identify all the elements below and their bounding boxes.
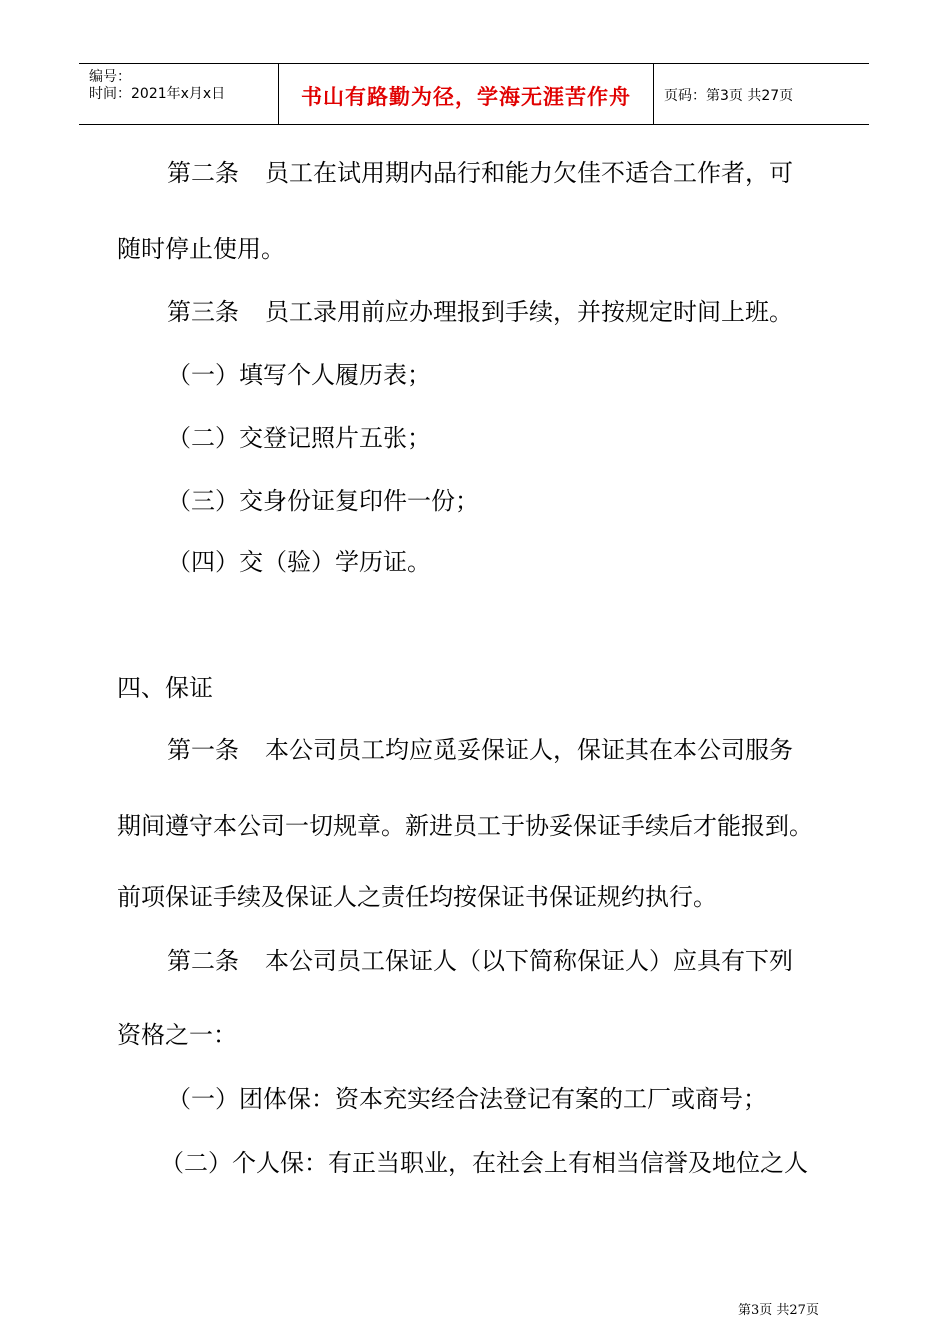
list-item-3: （三）交身份证复印件一份； [167,487,479,515]
page-header [79,63,869,125]
header-page-cell [654,64,869,124]
guarantee-article-1-heading: 第一条 [167,736,239,764]
article-3-text: 员工录用前应办理报到手续，并按规定时间上班。 [265,298,793,326]
article-3-line-1 [167,297,793,327]
guarantee-list-item-2: （二）个人保：有正当职业，在社会上有相当信誉及地位之人 [160,1149,808,1177]
guarantee-article-2-line-1 [167,946,793,976]
list-item-4: （四）交（验）学历证。 [167,548,431,576]
header-motto-cell [278,64,654,124]
list-item-1: （一）填写个人履历表； [167,361,431,389]
page-footer: 第3页 共27页 [738,1303,819,1318]
article-2-line-1 [167,158,793,188]
guarantee-article-2-text: 本公司员工保证人（以下简称保证人）应具有下列 [265,947,793,975]
guarantee-article-1-line-2: 期间遵守本公司一切规章。新进员工于协妥保证手续后才能报到。 [117,812,813,840]
section-heading: 四、保证 [117,674,213,702]
list-item-2: （二）交登记照片五张； [167,424,431,452]
article-3-heading: 第三条 [167,298,239,326]
guarantee-article-1-text: 本公司员工均应觅妥保证人，保证其在本公司服务 [265,736,793,764]
guarantee-article-2-heading: 第二条 [167,947,239,975]
guarantee-article-1-line-3: 前项保证手续及保证人之责任均按保证书保证规约执行。 [117,883,717,911]
guarantee-list-item-1: （一）团体保：资本充实经合法登记有案的工厂或商号； [167,1085,767,1113]
document-date-label: 时间：2021年x月x日 [89,86,226,102]
header-page-number: 页码：第3页 共27页 [664,88,794,104]
document-number-label: 编号： [89,69,131,85]
header-motto: 书山有路勤为径，学海无涯苦作舟 [301,85,631,109]
header-info [79,64,278,124]
guarantee-article-2-line-2: 资格之一： [117,1021,237,1049]
guarantee-article-1-line-1 [167,735,793,765]
article-2-text: 员工在试用期内品行和能力欠佳不适合工作者，可 [265,159,793,187]
article-2-line-2: 随时停止使用。 [117,235,285,263]
article-2-heading: 第二条 [167,159,239,187]
